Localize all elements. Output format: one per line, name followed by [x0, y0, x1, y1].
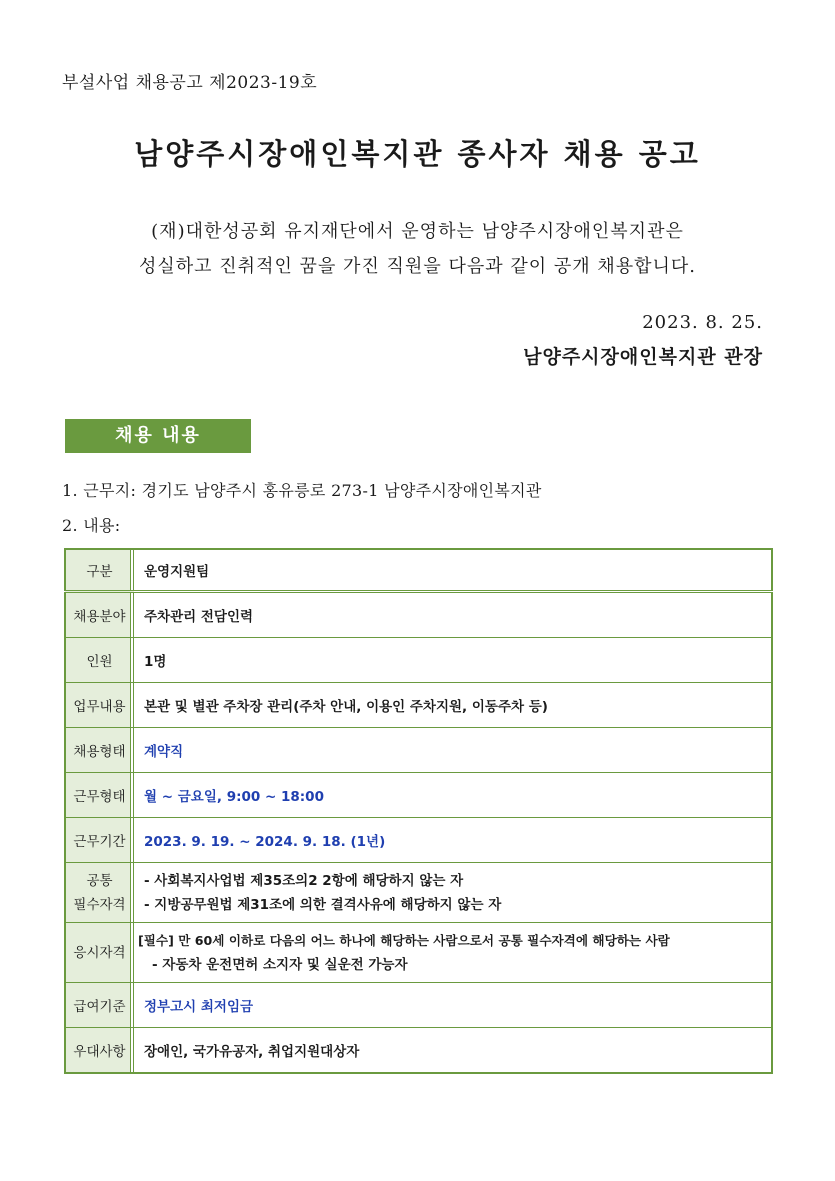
table-row-salary — [65, 983, 772, 1028]
page-title: 남양주시장애인복지관 종사자 채용 공고 — [134, 137, 701, 171]
row-label: 구분 — [65, 549, 134, 592]
intro-line-1: (재)대한성공회 유지재단에서 운영하는 남양주시장애인복지관은 — [151, 221, 684, 242]
row-label: 채용분야 — [65, 592, 134, 638]
row-value: 운영지원팀 — [134, 549, 773, 592]
row-value: 장애인, 국가유공자, 취업지원대상자 — [134, 1028, 773, 1074]
table-row-employment-type — [65, 728, 772, 773]
row-label-line-1: 공통 — [86, 872, 113, 889]
row-value: 월 ~ 금요일, 9:00 ~ 18:00 — [134, 773, 773, 818]
table-row-work-schedule — [65, 773, 772, 818]
row-label: 우대사항 — [65, 1028, 134, 1074]
table-row-application-requirements — [65, 923, 772, 983]
table-row-division — [65, 549, 772, 592]
requirement-line-2: - 지방공무원법 제31조에 의한 결격사유에 해당하지 않는 자 — [144, 896, 502, 913]
recruitment-table — [64, 548, 773, 1074]
row-value: 2023. 9. 19. ~ 2024. 9. 18. (1년) — [134, 818, 773, 863]
table-row-preference — [65, 1028, 772, 1074]
table-row-field — [65, 592, 772, 638]
workplace-item: 1. 근무지: 경기도 남양주시 홍유릉로 273-1 남양주시장애인복지관 — [62, 481, 542, 500]
row-label: 근무기간 — [65, 818, 134, 863]
row-value: 1명 — [134, 638, 773, 683]
row-label: 근무형태 — [65, 773, 134, 818]
requirement-line-1: [필수] 만 60세 이하로 다음의 어느 하나에 해당하는 사람으로서 공통 필수자격에 해당하는 사람 — [138, 932, 670, 948]
announcement-date: 2023. 8. 25. — [642, 312, 763, 333]
intro-line-2: 성실하고 진취적인 꿈을 가진 직원을 다음과 같이 공개 채용합니다. — [139, 256, 696, 277]
row-value — [134, 923, 773, 983]
issuer-signature: 남양주시장애인복지관 관장 — [523, 346, 763, 368]
row-value: 정부고시 최저임금 — [134, 983, 773, 1028]
table-row-common-requirements — [65, 863, 772, 923]
row-value: 본관 및 별관 주차장 관리(주차 안내, 이용인 주차지원, 이동주차 등) — [134, 683, 773, 728]
requirement-line-1: - 사회복지사업법 제35조의2 2항에 해당하지 않는 자 — [144, 872, 464, 889]
row-label: 응시자격 — [65, 923, 134, 983]
row-label-line-2: 필수자격 — [73, 896, 126, 913]
table-row-duties — [65, 683, 772, 728]
row-label: 채용형태 — [65, 728, 134, 773]
requirement-line-2: - 자동차 운전면허 소지자 및 실운전 가능자 — [152, 956, 408, 973]
row-value: 계약직 — [134, 728, 773, 773]
document-number: 부설사업 채용공고 제2023-19호 — [62, 73, 318, 93]
row-label: 업무내용 — [65, 683, 134, 728]
intro-paragraph — [0, 214, 835, 284]
row-label — [65, 863, 134, 923]
details-item: 2. 내용: — [62, 516, 121, 535]
row-label: 인원 — [65, 638, 134, 683]
row-value — [134, 863, 773, 923]
table-row-work-period — [65, 818, 772, 863]
row-label: 급여기준 — [65, 983, 134, 1028]
section-header-recruitment: 채용 내용 — [65, 419, 251, 453]
table-row-headcount — [65, 638, 772, 683]
row-value: 주차관리 전담인력 — [134, 592, 773, 638]
